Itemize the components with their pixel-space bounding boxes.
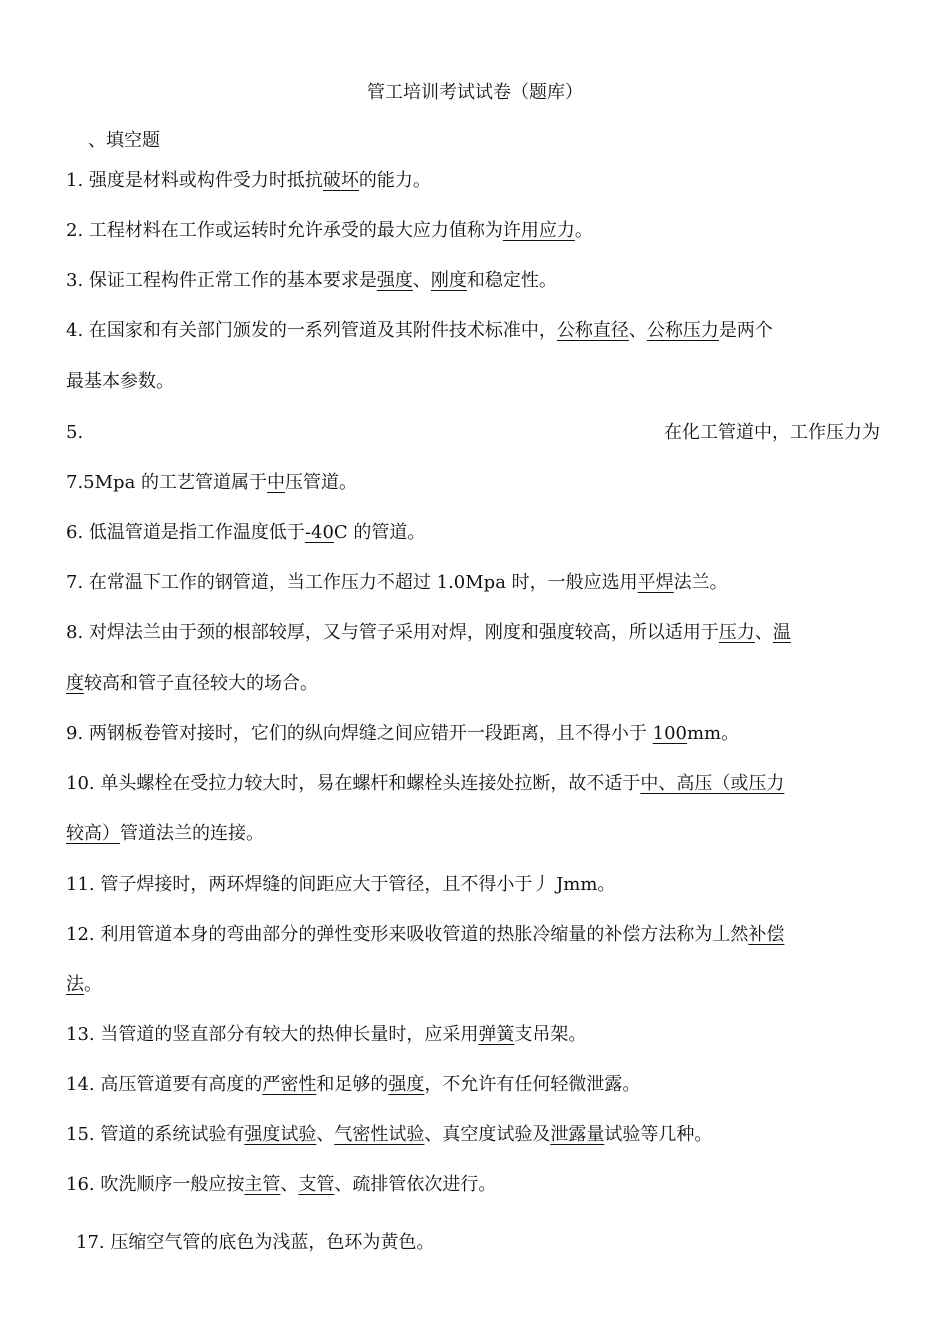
question-3: 3. 保证工程构件正常工作的基本要求是强度、刚度和稳定性。	[66, 270, 557, 291]
question-8-continued: 度较高和管子直径较大的场合。	[66, 673, 318, 694]
answer-blank: 公称直径	[556, 320, 629, 341]
question-4: 4. 在国家和有关部门颁发的一系列管道及其附件技术标准中，公称直径、公称压力是两个	[66, 320, 773, 341]
question-5-continued: 7.5Mpa 的工艺管道属于中压管道。	[66, 472, 358, 493]
question-10-continued: 较高）管道法兰的连接。	[66, 823, 264, 844]
answer-blank: 法	[66, 974, 84, 995]
question-11: 11. 管子焊接时，两环焊缝的间距应大于管径，且不得小于丿 Jmm。	[66, 874, 616, 895]
question-6: 6. 低温管道是指工作温度低于-40C 的管道。	[66, 522, 426, 543]
question-14: 14. 高压管道要有高度的严密性和足够的强度，不允许有任何轻微泄露。	[66, 1074, 641, 1095]
answer-blank: 强度	[388, 1074, 425, 1095]
question-7: 7. 在常温下工作的钢管道，当工作压力不超过 1.0Mpa 时，一般应选用平焊法兰。	[66, 572, 728, 593]
answer-blank: 公称压力	[646, 320, 719, 341]
question-12-continued: 法。	[66, 974, 102, 995]
answer-blank: 压力	[718, 622, 755, 643]
answer-blank: 中、高压（或压力	[640, 773, 785, 794]
answer-blank: 补偿	[748, 924, 785, 945]
answer-blank: -40	[304, 522, 334, 543]
question-2: 2. 工程材料在工作或运转时允许承受的最大应力值称为许用应力。	[66, 220, 593, 241]
document-title: 管工培训考试试卷（题库）	[367, 82, 583, 103]
answer-blank: 许用应力	[502, 220, 575, 241]
question-4-continued: 最基本参数。	[66, 371, 174, 392]
question-5-number: 5.	[66, 422, 84, 443]
question-10: 10. 单头螺栓在受拉力较大时，易在螺杆和螺栓头连接处拉断，故不适于中、高压（或压力	[66, 773, 785, 794]
answer-blank: 平焊	[637, 572, 674, 593]
answer-blank: 支管	[298, 1174, 335, 1195]
answer-blank: 刚度	[430, 270, 467, 291]
answer-blank: 温	[772, 622, 791, 643]
answer-blank: 强度	[376, 270, 413, 291]
question-8: 8. 对焊法兰由于颈的根部较厚，又与管子采用对焊，刚度和强度较高，所以适用于压力、温	[66, 622, 791, 643]
answer-blank: 严密性	[262, 1074, 317, 1095]
question-5: 在化工管道中，工作压力为	[664, 422, 880, 443]
answer-blank: 较高）	[66, 823, 120, 844]
answer-blank: 中	[267, 472, 286, 493]
answer-blank: 度	[66, 673, 84, 694]
answer-blank: 泄露量	[550, 1124, 605, 1145]
question-13: 13. 当管道的竖直部分有较大的热伸长量时，应采用弹簧支吊架。	[66, 1024, 587, 1045]
question-15: 15. 管道的系统试验有强度试验、气密性试验、真空度试验及泄露量试验等几种。	[66, 1124, 713, 1145]
answer-blank: 破坏	[322, 170, 359, 191]
answer-blank: 强度试验	[244, 1124, 317, 1145]
answer-blank: 主管	[244, 1174, 281, 1195]
question-17: 17. 压缩空气管的底色为浅蓝，色环为黄色。	[76, 1232, 435, 1253]
answer-blank: 100	[652, 723, 687, 744]
question-1: 1. 强度是材料或构件受力时抵抗破坏的能力。	[66, 170, 431, 191]
question-16: 16. 吹洗顺序一般应按主管、支管、疏排管依次进行。	[66, 1174, 497, 1195]
answer-blank: 弹簧	[478, 1024, 515, 1045]
question-12: 12. 利用管道本身的弯曲部分的弹性变形来吸收管道的热胀冷缩量的补偿方法称为丄然补偿	[66, 924, 785, 945]
question-9: 9. 两钢板卷管对接时，它们的纵向焊缝之间应错开一段距离，且不得小于 100mm。	[66, 723, 740, 744]
section-heading: 、填空题	[88, 130, 160, 151]
answer-blank: 气密性试验	[334, 1124, 425, 1145]
